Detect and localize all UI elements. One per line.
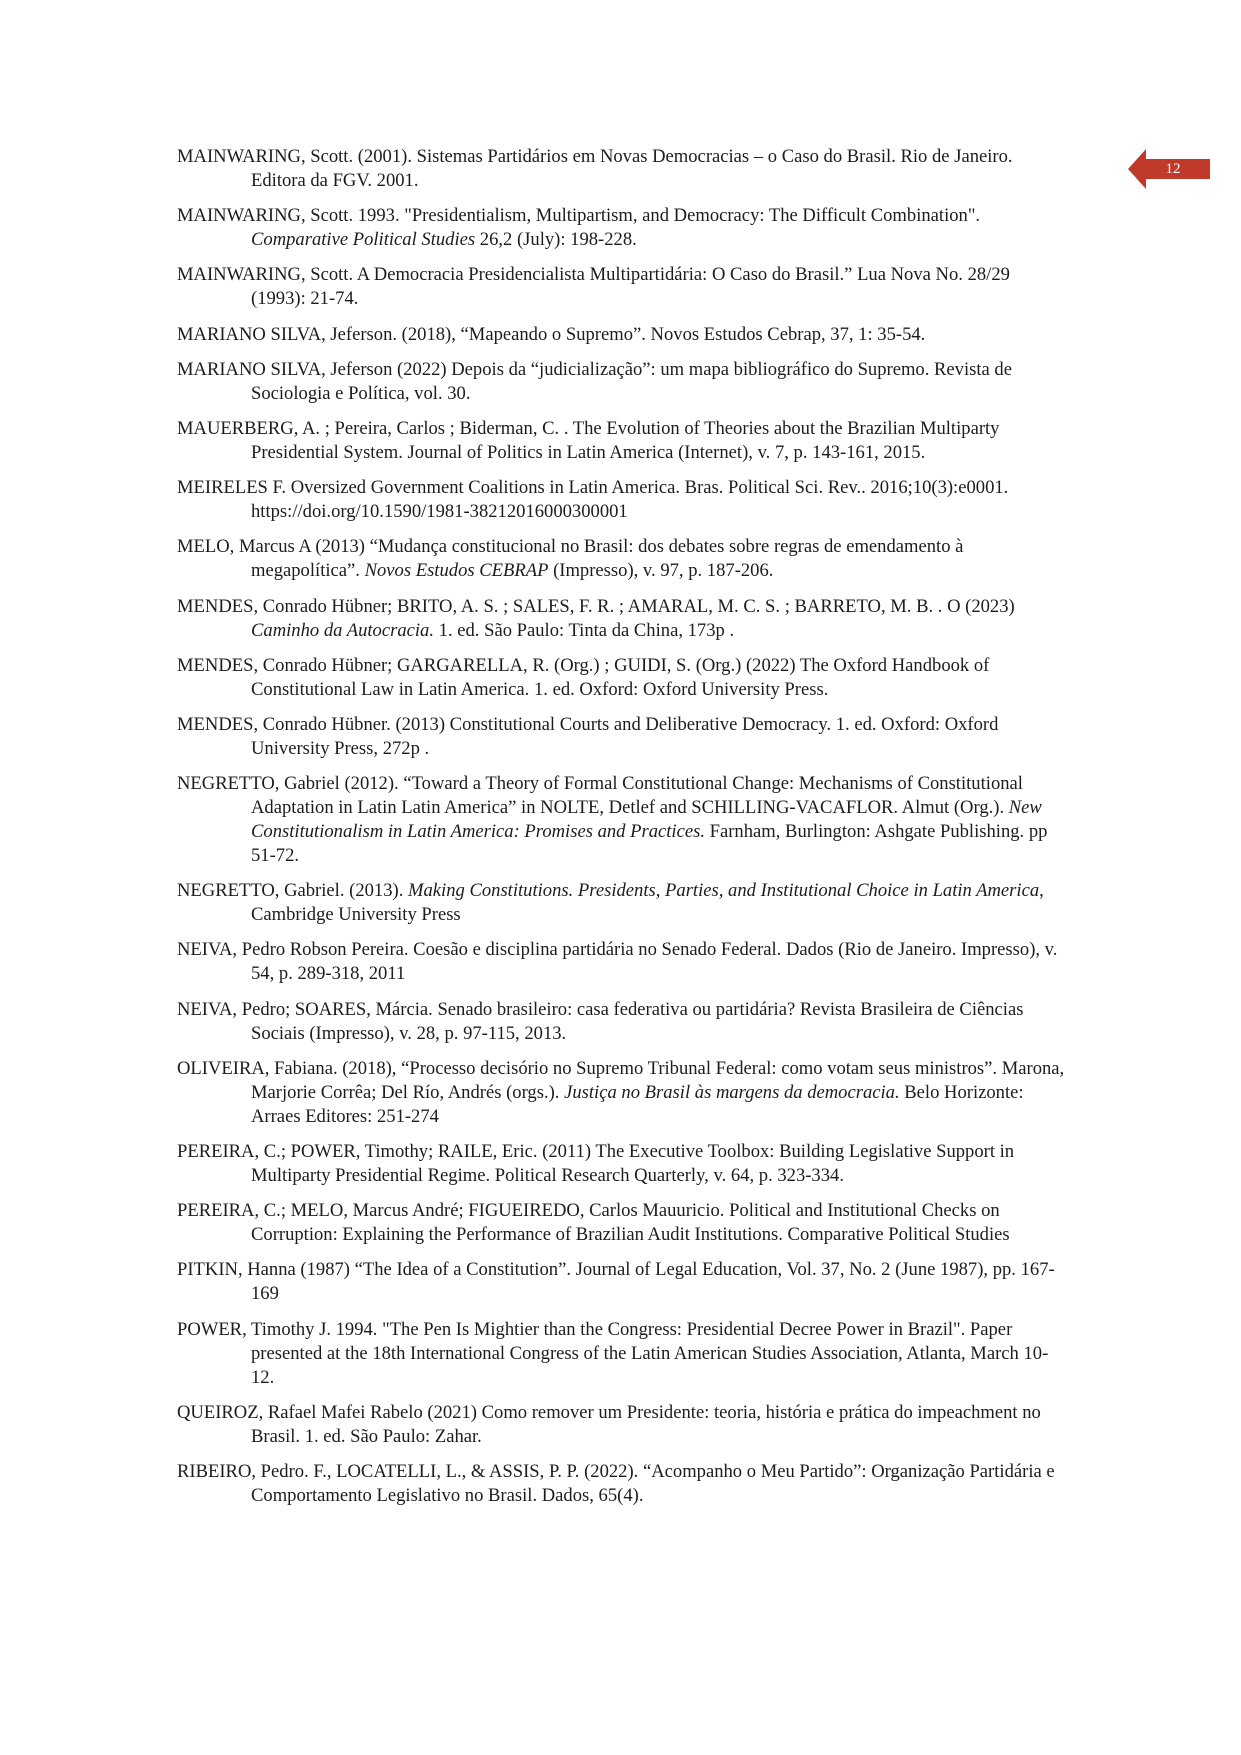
reference-text: MAUERBERG, A. ; Pereira, Carlos ; Biderman, C. . The Evolution of Theories about the Brazilian Multiparty Presidential System. Journal of Politics in Latin America (Internet), v. 7, p. 143-161, 2015.	[177, 417, 1000, 463]
reference-entry	[177, 1401, 1067, 1449]
reference-entry	[177, 1460, 1067, 1508]
reference-text: POWER, Timothy J. 1994. "The Pen Is Mightier than the Congress: Presidential Decree Power in Brazil". Paper presented at the 18th International Congress of the Latin American Studies Association, Atlanta, March 10-12.	[177, 1318, 1049, 1388]
reference-text: , Cambridge University Press	[251, 880, 1044, 926]
reference-entry	[177, 1057, 1067, 1129]
reference-entry	[177, 1318, 1067, 1390]
reference-text: PEREIRA, C.; MELO, Marcus André; FIGUEIREDO, Carlos Mauuricio. Political and Institutional Checks on Corruption: Explaining the Performance of Brazilian Audit Institutions. Comparative Political Studies	[177, 1200, 1010, 1246]
reference-text: RIBEIRO, Pedro. F., LOCATELLI, L., & ASSIS, P. P. (2022). “Acompanho o Meu Partido”: Organização Partidária e Comportamento Legislativo no Brasil. Dados, 65(4).	[177, 1460, 1055, 1506]
reference-text: Farnham, Burlington: Ashgate Publishing. pp 51-72.	[251, 821, 1048, 867]
reference-entry	[177, 772, 1067, 868]
reference-text: 26,2 (July): 198-228.	[475, 229, 637, 251]
reference-text: MELO, Marcus A (2013) “Mudança constitucional no Brasil: dos debates sobre regras de emendamento à megapolítica”.	[177, 536, 964, 582]
reference-text: MARIANO SILVA, Jeferson. (2018), “Mapeando o Supremo”. Novos Estudos Cebrap, 37, 1: 35-54.	[177, 323, 926, 345]
reference-text: NEGRETTO, Gabriel. (2013).	[177, 880, 408, 902]
reference-italic-title: Novos Estudos CEBRAP	[364, 560, 549, 582]
reference-italic-title: New Constitutionalism in Latin America: Promises and Practices.	[251, 797, 1042, 843]
reference-text: MENDES, Conrado Hübner; BRITO, A. S. ; SALES, F. R. ; AMARAL, M. C. S. ; BARRETO, M. B. . O (2023)	[177, 595, 1015, 617]
reference-entry	[177, 535, 1067, 583]
reference-text: NEIVA, Pedro Robson Pereira. Coesão e disciplina partidária no Senado Federal. Dados (Rio de Janeiro. Impresso), v. 54, p. 289-318, 2011	[177, 939, 1058, 985]
reference-entry	[177, 263, 1067, 311]
reference-entry	[177, 476, 1067, 524]
reference-italic-title: Making Constitutions. Presidents, Parties, and Institutional Choice in Latin America	[408, 880, 1040, 902]
reference-text: OLIVEIRA, Fabiana. (2018), “Processo decisório no Supremo Tribunal Federal: como votam seus ministros”. Marona, Marjorie Corrêa; Del Río, Andrés (orgs.).	[177, 1057, 1065, 1103]
reference-text: MAINWARING, Scott. 1993. "Presidentialism, Multipartism, and Democracy: The Difficult Combination".	[177, 205, 981, 227]
reference-entry	[177, 323, 1067, 347]
reference-text: (Impresso), v. 97, p. 187-206.	[548, 560, 774, 582]
reference-italic-title: Justiça no Brasil às margens da democracia.	[564, 1081, 900, 1103]
reference-entry	[177, 417, 1067, 465]
reference-text: 1. ed. São Paulo: Tinta da China, 173p .	[434, 619, 735, 641]
reference-entry	[177, 595, 1067, 643]
page-number: 12	[1165, 161, 1181, 177]
reference-text: QUEIROZ, Rafael Mafei Rabelo (2021) Como remover um Presidente: teoria, história e prática do impeachment no Brasil. 1. ed. São Paulo: Zahar.	[177, 1401, 1041, 1447]
reference-entry	[177, 713, 1067, 761]
reference-text: MEIRELES F. Oversized Government Coalitions in Latin America. Bras. Political Sci. Rev.. 2016;10(3):e0001. https://doi.org/10.1590/1981-38212016000300001	[177, 477, 1009, 523]
reference-text: Belo Horizonte: Arraes Editores: 251-274	[251, 1081, 1024, 1127]
reference-italic-title: Caminho da Autocracia.	[251, 619, 435, 641]
reference-entry	[177, 1258, 1067, 1306]
reference-list	[177, 145, 1067, 1519]
reference-entry	[177, 998, 1067, 1046]
reference-text: MENDES, Conrado Hübner; GARGARELLA, R. (Org.) ; GUIDI, S. (Org.) (2022) The Oxford Handbook of Constitutional Law in Latin America. 1. ed. Oxford: Oxford University Press.	[177, 654, 990, 700]
reference-text: PITKIN, Hanna (1987) “The Idea of a Constitution”. Journal of Legal Education, Vol. 37, No. 2 (June 1987), pp. 167-169	[177, 1259, 1055, 1305]
reference-text: MAINWARING, Scott. (2001). Sistemas Partidários em Novas Democracias – o Caso do Brasil. Rio de Janeiro. Editora da FGV. 2001.	[177, 146, 1013, 191]
reference-text: NEIVA, Pedro; SOARES, Márcia. Senado brasileiro: casa federativa ou partidária? Revista Brasileira de Ciências Sociais (Impresso), v. 28, p. 97-115, 2013.	[177, 998, 1024, 1044]
reference-entry	[177, 938, 1067, 986]
reference-text: NEGRETTO, Gabriel (2012). “Toward a Theory of Formal Constitutional Change: Mechanisms of Constitutional Adaptation in Latin Latin America” in NOLTE, Detlef and SCHILLING-VACAFLOR. Almut (Org.).	[177, 773, 1023, 819]
reference-entry	[177, 1140, 1067, 1188]
reference-entry	[177, 879, 1067, 927]
reference-entry	[177, 654, 1067, 702]
reference-italic-title: Comparative Political Studies	[251, 229, 476, 251]
reference-entry	[177, 358, 1067, 406]
reference-entry	[177, 204, 1067, 252]
reference-text: MAINWARING, Scott. A Democracia Presidencialista Multipartidária: O Caso do Brasil.” Lua Nova No. 28/29 (1993): 21-74.	[177, 264, 1010, 310]
reference-text: MENDES, Conrado Hübner. (2013) Constitutional Courts and Deliberative Democracy. 1. ed. Oxford: Oxford University Press, 272p .	[177, 713, 999, 759]
reference-entry	[177, 145, 1067, 193]
reference-text: MARIANO SILVA, Jeferson (2022) Depois da “judicialização”: um mapa bibliográfico do Supremo. Revista de Sociologia e Política, vol. 30.	[177, 358, 1012, 404]
reference-entry	[177, 1199, 1067, 1247]
reference-text: PEREIRA, C.; POWER, Timothy; RAILE, Eric. (2011) The Executive Toolbox: Building Legislative Support in Multiparty Presidential Regime. Political Research Quarterly, v. 64, p. 323-334.	[177, 1141, 1015, 1186]
